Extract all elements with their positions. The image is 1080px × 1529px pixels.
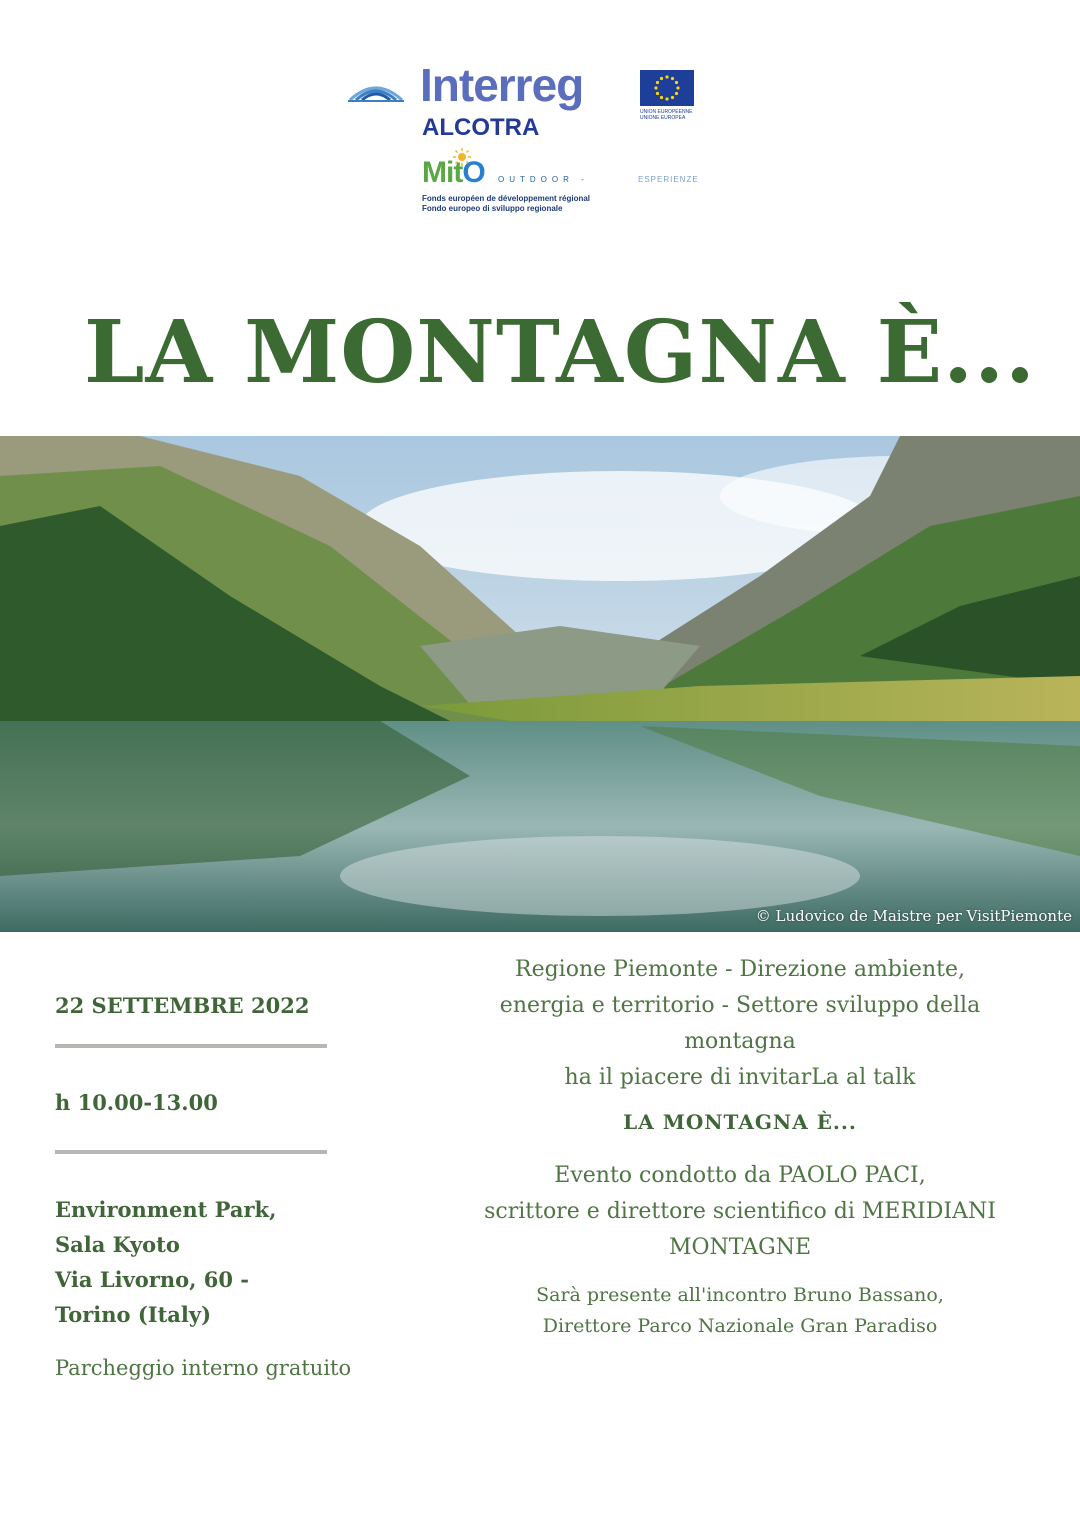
- guest-line: Sarà presente all'incontro Bruno Bassano,: [536, 1284, 944, 1306]
- eu-flag-icon: [640, 70, 694, 106]
- event-venue: [55, 1192, 345, 1332]
- event-date: 22 SETTEMBRE 2022: [55, 993, 310, 1018]
- conductor-info: [430, 1158, 1050, 1266]
- venue-line: Environment Park,: [55, 1197, 277, 1222]
- parking-note: Parcheggio interno gratuito: [55, 1356, 352, 1380]
- invitation-text: [430, 952, 1050, 1342]
- invitation-line: montagna: [684, 1029, 796, 1054]
- divider: [55, 1150, 327, 1154]
- partner-logos: [340, 60, 740, 230]
- guest-line: Direttore Parco Nazionale Gran Paradiso: [542, 1315, 938, 1337]
- venue-line: Via Livorno, 60 -: [55, 1267, 249, 1292]
- hero-landscape-image: [0, 436, 1080, 932]
- invitation-line: ha il piacere di invitarLa al talk: [564, 1065, 916, 1090]
- conductor-line: Evento condotto da PAOLO PACI,: [554, 1163, 926, 1188]
- alcotra-wordmark: ALCOTRA: [422, 114, 540, 141]
- mountain-lake-illustration: [0, 436, 1080, 932]
- eu-caption: UNION EUROPÉENNE UNIONE EUROPEA: [640, 109, 693, 121]
- outdoor-label: OUTDOOR -: [498, 175, 589, 184]
- venue-line: Torino (Italy): [55, 1302, 212, 1327]
- conductor-line: scrittore e direttore scientifico di MERIDIANI: [484, 1199, 996, 1224]
- mito-logo: MitO: [422, 156, 485, 189]
- photo-credit: © Ludovico de Maistre per VisitPiemonte: [755, 907, 1072, 925]
- divider: [55, 1044, 327, 1048]
- invitation-line: Regione Piemonte - Direzione ambiente,: [515, 957, 965, 982]
- interreg-logo-icon: [348, 78, 404, 104]
- event-time: h 10.00-13.00: [55, 1090, 218, 1115]
- talk-title: LA MONTAGNA È...: [623, 1110, 857, 1134]
- esperienze-label: ESPERIENZE: [638, 175, 699, 184]
- venue-line: Sala Kyoto: [55, 1232, 180, 1257]
- interreg-wordmark: Interreg: [420, 59, 584, 111]
- fund-caption: Fonds européen de développement régional Fondo europeo di sviluppo regionale: [422, 194, 591, 213]
- page-title: LA MONTAGNA È...: [84, 302, 1036, 403]
- conductor-line: MONTAGNE: [668, 1235, 812, 1260]
- invitation-line: energia e territorio - Settore sviluppo della: [499, 993, 981, 1018]
- guest-info: [430, 1280, 1050, 1342]
